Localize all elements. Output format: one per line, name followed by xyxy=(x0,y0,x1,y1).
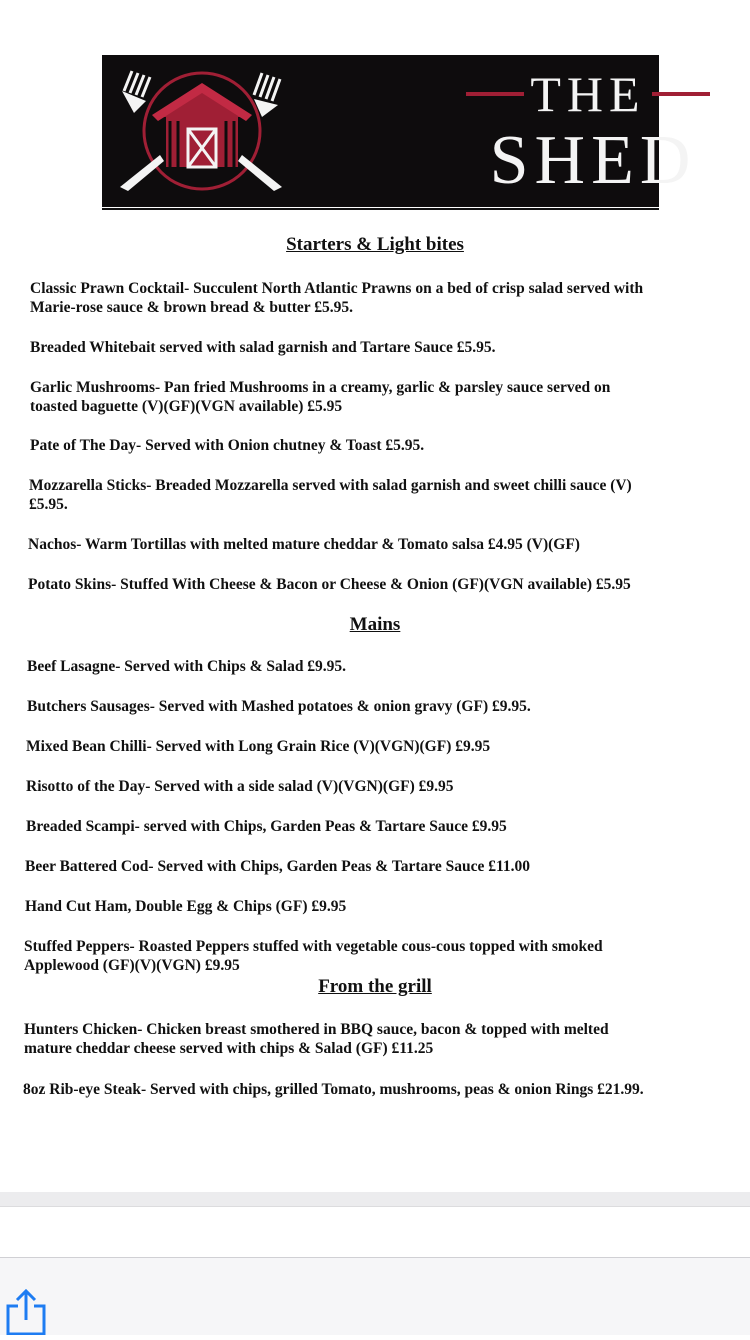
page-gap xyxy=(0,1192,750,1206)
menu-line: mature cheddar cheese served with chips & Salad (GF) £11.25 xyxy=(24,1040,434,1057)
menu-line: toasted baguette (V)(GF)(VGN available) £5.95 xyxy=(30,398,343,415)
menu-line: Breaded Scampi- served with Chips, Garden Peas & Tartare Sauce £9.95 xyxy=(26,818,507,835)
menu-line: Mozzarella Sticks- Breaded Mozzarella served with salad garnish and sweet chilli sauce (V) xyxy=(29,477,632,494)
menu-line: Butchers Sausages- Served with Mashed potatoes & onion gravy (GF) £9.95. xyxy=(27,698,531,715)
share-icon xyxy=(4,1286,48,1335)
logo-the-text: THE xyxy=(530,66,646,122)
menu-line: Pate of The Day- Served with Onion chutney & Toast £5.95. xyxy=(30,437,425,454)
menu-line: Hand Cut Ham, Double Egg & Chips (GF) £9.95 xyxy=(25,898,347,915)
logo-the-line xyxy=(428,61,748,127)
logo-shed-text: SHED xyxy=(489,122,697,199)
menu-line: Garlic Mushrooms- Pan fried Mushrooms in a creamy, garlic & parsley sauce served on xyxy=(30,379,611,396)
the-shed-logo xyxy=(102,55,697,207)
menu-line: Applewood (GF)(V)(VGN) £9.95 xyxy=(24,957,240,974)
menu-line: £5.95. xyxy=(29,496,68,513)
section-heading-starters: Starters & Light bites xyxy=(286,234,464,255)
next-page-area xyxy=(0,1206,750,1257)
menu-line: Beer Battered Cod- Served with Chips, Garden Peas & Tartare Sauce £11.00 xyxy=(25,858,531,875)
menu-line: Classic Prawn Cocktail- Succulent North Atlantic Prawns on a bed of crisp salad served with xyxy=(30,280,644,297)
menu-line: Stuffed Peppers- Roasted Peppers stuffed with vegetable cous-cous topped with smoked xyxy=(24,938,603,955)
menu-line: Hunters Chicken- Chicken breast smothered in BBQ sauce, bacon & topped with melted xyxy=(24,1021,609,1038)
menu-line: Breaded Whitebait served with salad garnish and Tartare Sauce £5.95. xyxy=(30,339,496,356)
bottom-toolbar xyxy=(0,1257,750,1335)
section-heading-grill: From the grill xyxy=(318,976,432,997)
logo-accent-bar xyxy=(466,92,524,96)
menu-line: Potato Skins- Stuffed With Cheese & Bacon or Cheese & Onion (GF)(VGN available) £5.95 xyxy=(28,576,631,593)
menu-line: Risotto of the Day- Served with a side salad (V)(VGN)(GF) £9.95 xyxy=(26,778,454,795)
section-heading-mains: Mains xyxy=(349,614,401,635)
share-button[interactable] xyxy=(4,1286,48,1335)
menu-line: Beef Lasagne- Served with Chips & Salad £9.95. xyxy=(27,658,347,675)
logo-underline xyxy=(102,208,659,210)
menu-line: 8oz Rib-eye Steak- Served with chips, grilled Tomato, mushrooms, peas & onion Rings £21.99. xyxy=(23,1081,644,1098)
logo-accent-bar xyxy=(652,92,710,96)
menu-line: Nachos- Warm Tortillas with melted mature cheddar & Tomato salsa £4.95 (V)(GF) xyxy=(28,536,580,553)
menu-line: Marie-rose sauce & brown bread & butter £5.95. xyxy=(30,299,354,316)
menu-line: Mixed Bean Chilli- Served with Long Grain Rice (V)(VGN)(GF) £9.95 xyxy=(26,738,491,755)
